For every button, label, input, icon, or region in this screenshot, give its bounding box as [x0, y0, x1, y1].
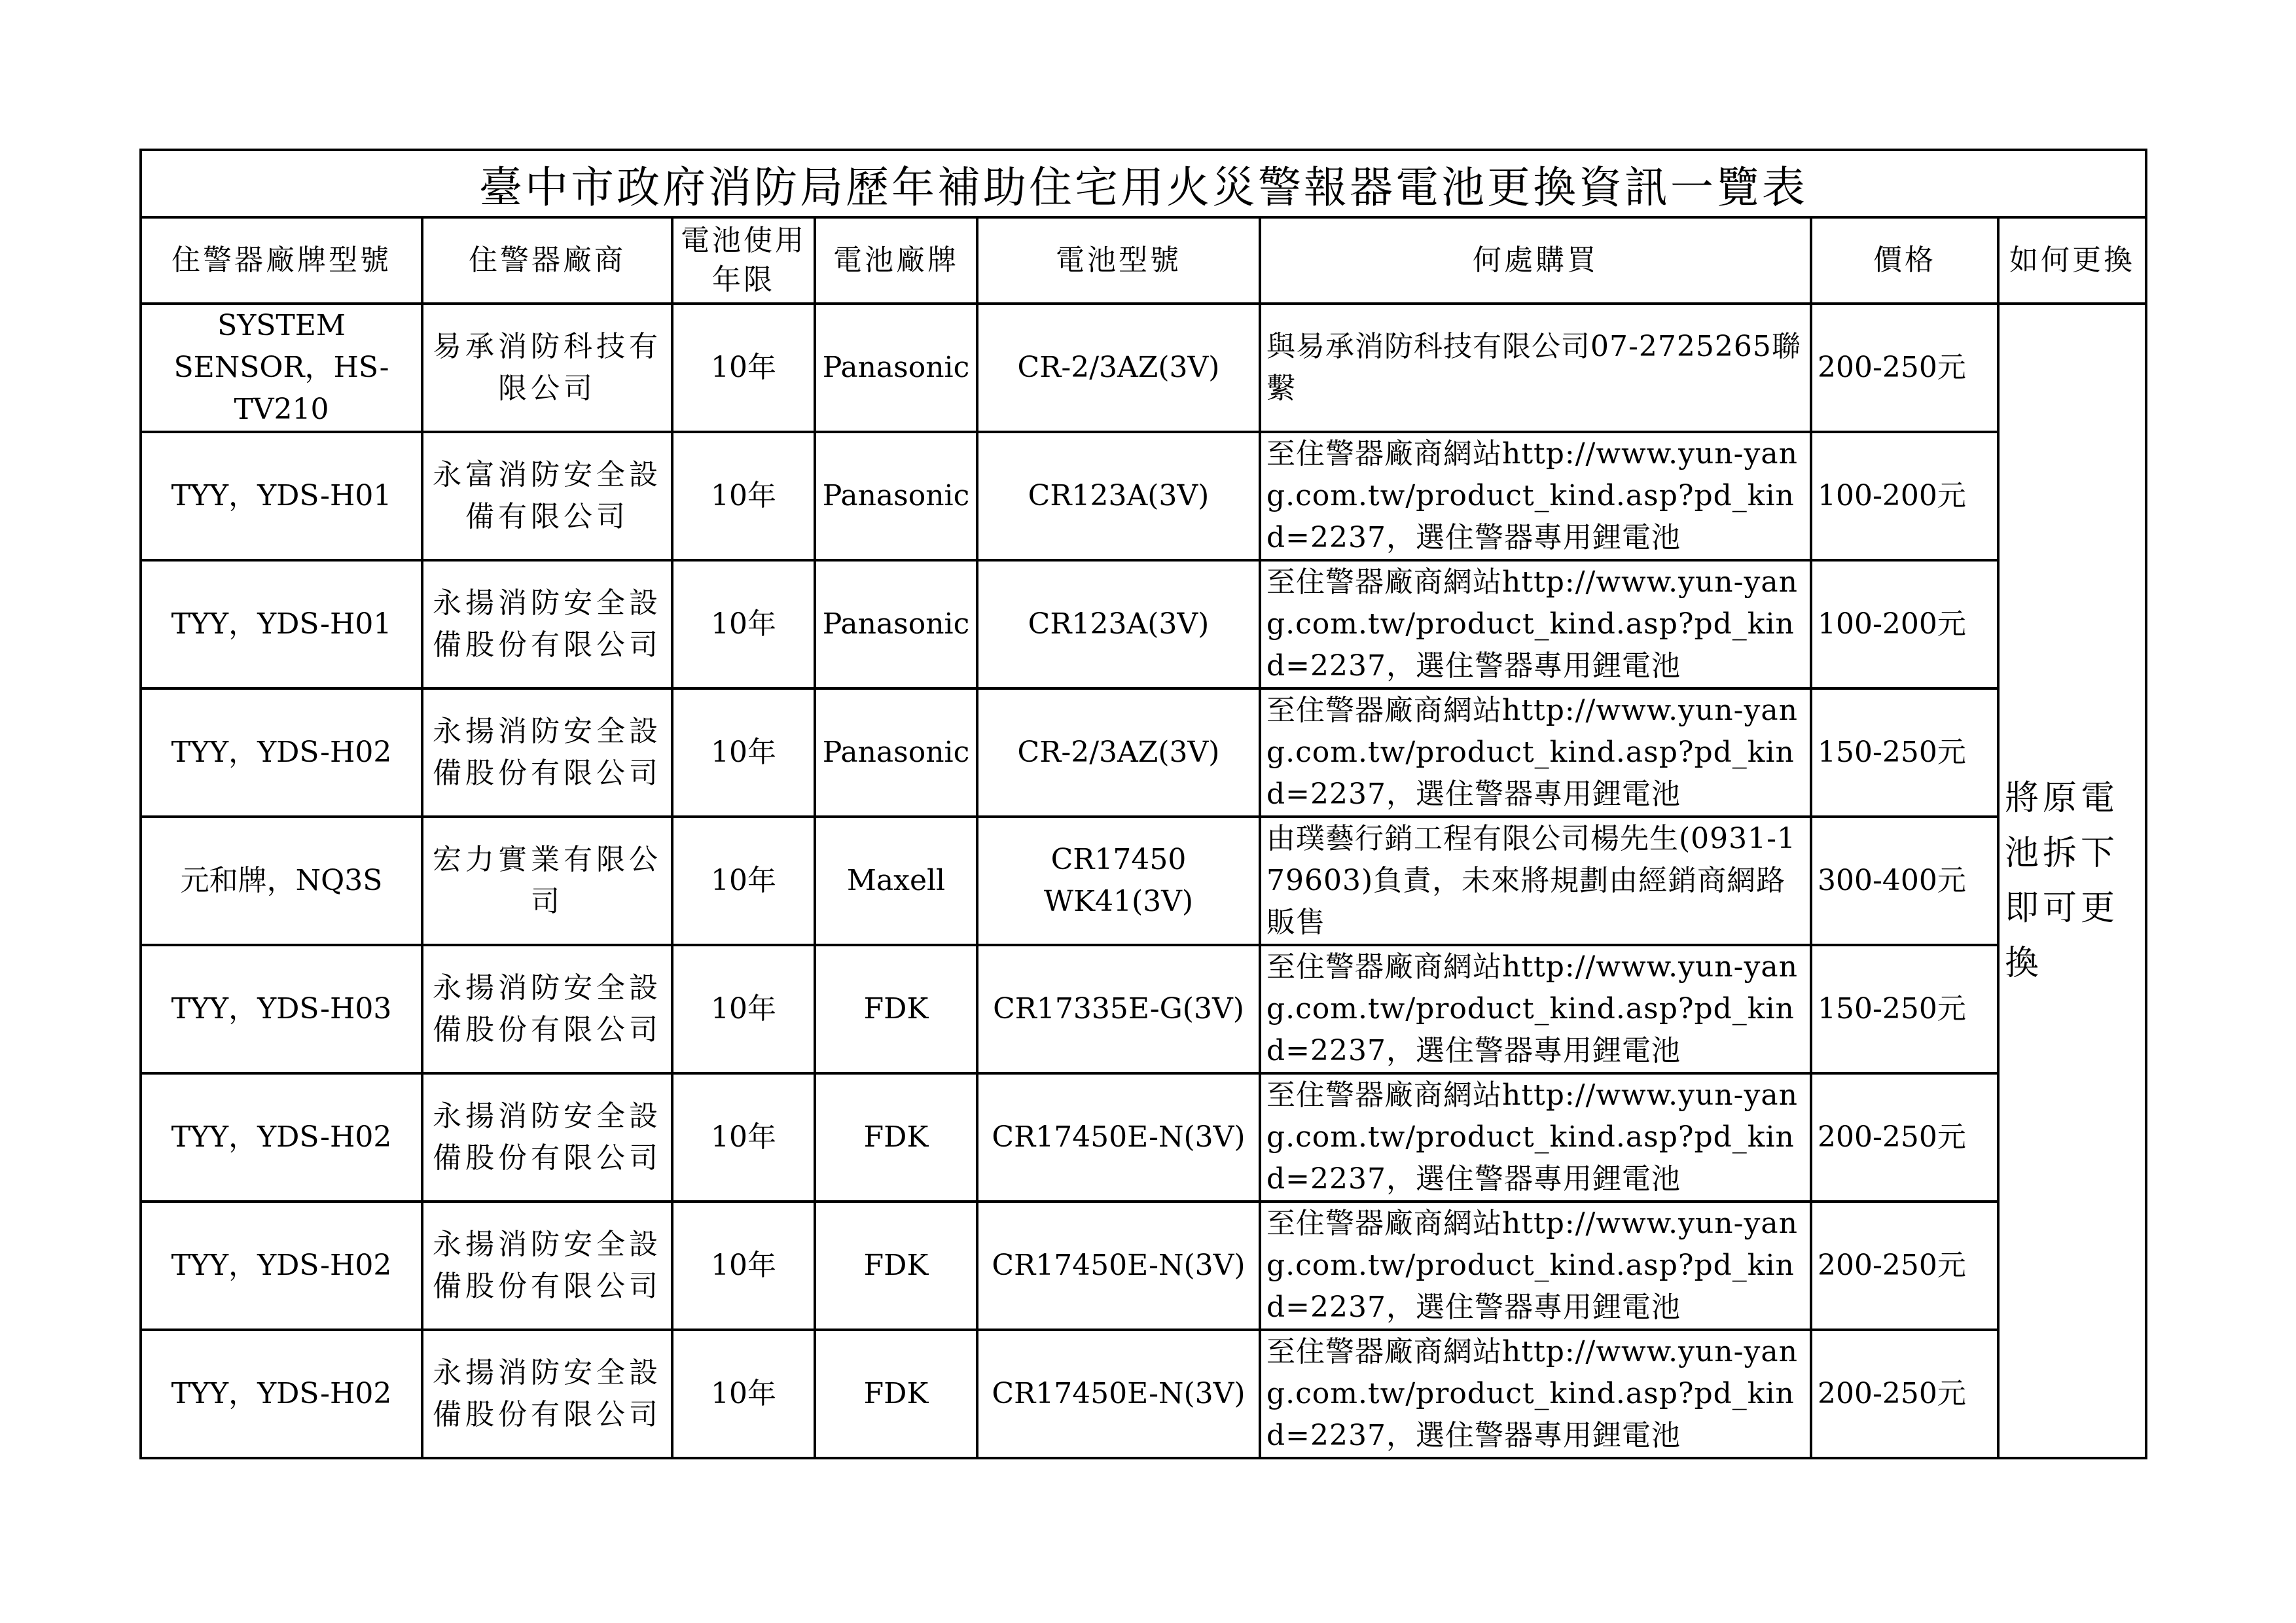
cell-battery-brand: Panasonic — [815, 304, 977, 432]
cell-battery-model: CR17335E-G(3V) — [977, 945, 1260, 1073]
cell-model: TYY，YDS-H01 — [141, 432, 422, 560]
cell-lifespan: 10年 — [672, 560, 815, 688]
cell-lifespan: 10年 — [672, 688, 815, 817]
cell-battery-model: CR123A(3V) — [977, 560, 1260, 688]
header-price: 價格 — [1811, 217, 1998, 304]
cell-vendor: 永揚消防安全設備股份有限公司 — [422, 945, 672, 1073]
cell-model: TYY，YDS-H01 — [141, 560, 422, 688]
cell-price: 100-200元 — [1811, 432, 1998, 560]
cell-model: TYY，YDS-H02 — [141, 1330, 422, 1458]
battery-info-table — [139, 149, 2147, 1459]
cell-battery-model: CR123A(3V) — [977, 432, 1260, 560]
cell-model: 元和牌，NQ3S — [141, 817, 422, 945]
cell-vendor: 永揚消防安全設備股份有限公司 — [422, 688, 672, 817]
header-vendor: 住警器廠商 — [422, 217, 672, 304]
header-row — [141, 217, 2146, 304]
table-row — [141, 688, 2146, 817]
cell-model: TYY，YDS-H02 — [141, 1202, 422, 1330]
header-lifespan-line2: 年限 — [712, 263, 775, 296]
cell-where: 與易承消防科技有限公司07-2725265聯繫 — [1260, 304, 1811, 432]
cell-battery-model: CR17450E-N(3V) — [977, 1330, 1260, 1458]
table-row — [141, 1202, 2146, 1330]
cell-battery-model: CR17450 WK41(3V) — [977, 817, 1260, 945]
document-sheet — [139, 149, 2145, 1459]
cell-where: 由璞藝行銷工程有限公司楊先生(0931-179603)負責，未來將規劃由經銷商網路販售 — [1260, 817, 1811, 945]
table-title: 臺中市政府消防局歷年補助住宅用火災警報器電池更換資訊一覽表 — [141, 150, 2146, 217]
cell-lifespan: 10年 — [672, 1073, 815, 1202]
title-row — [141, 150, 2146, 217]
cell-howto: 將原電池拆下即可更換 — [1998, 304, 2146, 1458]
cell-where: 至住警器廠商網站http://www.yun-yang.com.tw/product_kind.asp?pd_kind=2237，選住警器專用鋰電池 — [1260, 688, 1811, 817]
cell-battery-brand: FDK — [815, 1202, 977, 1330]
cell-vendor: 宏力實業有限公司 — [422, 817, 672, 945]
cell-vendor: 永揚消防安全設備股份有限公司 — [422, 1073, 672, 1202]
table-row — [141, 945, 2146, 1073]
table-row — [141, 304, 2146, 432]
cell-where: 至住警器廠商網站http://www.yun-yang.com.tw/product_kind.asp?pd_kind=2237，選住警器專用鋰電池 — [1260, 1202, 1811, 1330]
cell-where: 至住警器廠商網站http://www.yun-yang.com.tw/product_kind.asp?pd_kind=2237，選住警器專用鋰電池 — [1260, 1073, 1811, 1202]
cell-battery-model: CR-2/3AZ(3V) — [977, 688, 1260, 817]
header-where: 何處購買 — [1260, 217, 1811, 304]
cell-price: 150-250元 — [1811, 945, 1998, 1073]
cell-price: 100-200元 — [1811, 560, 1998, 688]
cell-battery-brand: FDK — [815, 1330, 977, 1458]
cell-battery-model: CR17450E-N(3V) — [977, 1202, 1260, 1330]
table-row — [141, 560, 2146, 688]
cell-where: 至住警器廠商網站http://www.yun-yang.com.tw/product_kind.asp?pd_kind=2237，選住警器專用鋰電池 — [1260, 945, 1811, 1073]
cell-vendor: 永揚消防安全設備股份有限公司 — [422, 1330, 672, 1458]
cell-model: SYSTEM SENSOR，HS-TV210 — [141, 304, 422, 432]
table-row — [141, 1073, 2146, 1202]
cell-model: TYY，YDS-H02 — [141, 688, 422, 817]
cell-where: 至住警器廠商網站http://www.yun-yang.com.tw/product_kind.asp?pd_kind=2237，選住警器專用鋰電池 — [1260, 560, 1811, 688]
cell-lifespan: 10年 — [672, 1202, 815, 1330]
cell-price: 300-400元 — [1811, 817, 1998, 945]
header-lifespan — [672, 217, 815, 304]
cell-price: 200-250元 — [1811, 1073, 1998, 1202]
cell-battery-brand: Panasonic — [815, 688, 977, 817]
cell-lifespan: 10年 — [672, 304, 815, 432]
cell-vendor: 永揚消防安全設備股份有限公司 — [422, 1202, 672, 1330]
cell-battery-brand: Maxell — [815, 817, 977, 945]
cell-price: 200-250元 — [1811, 1330, 1998, 1458]
cell-vendor: 永富消防安全設備有限公司 — [422, 432, 672, 560]
header-battery-model: 電池型號 — [977, 217, 1260, 304]
cell-battery-brand: Panasonic — [815, 432, 977, 560]
header-howto: 如何更換 — [1998, 217, 2146, 304]
header-model: 住警器廠牌型號 — [141, 217, 422, 304]
table-row — [141, 1330, 2146, 1458]
cell-battery-brand: Panasonic — [815, 560, 977, 688]
cell-where: 至住警器廠商網站http://www.yun-yang.com.tw/product_kind.asp?pd_kind=2237，選住警器專用鋰電池 — [1260, 1330, 1811, 1458]
cell-price: 200-250元 — [1811, 304, 1998, 432]
cell-lifespan: 10年 — [672, 817, 815, 945]
cell-battery-model: CR17450E-N(3V) — [977, 1073, 1260, 1202]
cell-lifespan: 10年 — [672, 432, 815, 560]
cell-model: TYY，YDS-H02 — [141, 1073, 422, 1202]
cell-price: 200-250元 — [1811, 1202, 1998, 1330]
cell-battery-brand: FDK — [815, 945, 977, 1073]
table-row — [141, 817, 2146, 945]
cell-price: 150-250元 — [1811, 688, 1998, 817]
header-lifespan-line1: 電池使用 — [681, 224, 806, 257]
header-battery-brand: 電池廠牌 — [815, 217, 977, 304]
cell-model: TYY，YDS-H03 — [141, 945, 422, 1073]
cell-battery-model: CR-2/3AZ(3V) — [977, 304, 1260, 432]
cell-lifespan: 10年 — [672, 1330, 815, 1458]
cell-battery-brand: FDK — [815, 1073, 977, 1202]
cell-where: 至住警器廠商網站http://www.yun-yang.com.tw/product_kind.asp?pd_kind=2237，選住警器專用鋰電池 — [1260, 432, 1811, 560]
table-row — [141, 432, 2146, 560]
cell-vendor: 易承消防科技有限公司 — [422, 304, 672, 432]
cell-vendor: 永揚消防安全設備股份有限公司 — [422, 560, 672, 688]
cell-lifespan: 10年 — [672, 945, 815, 1073]
